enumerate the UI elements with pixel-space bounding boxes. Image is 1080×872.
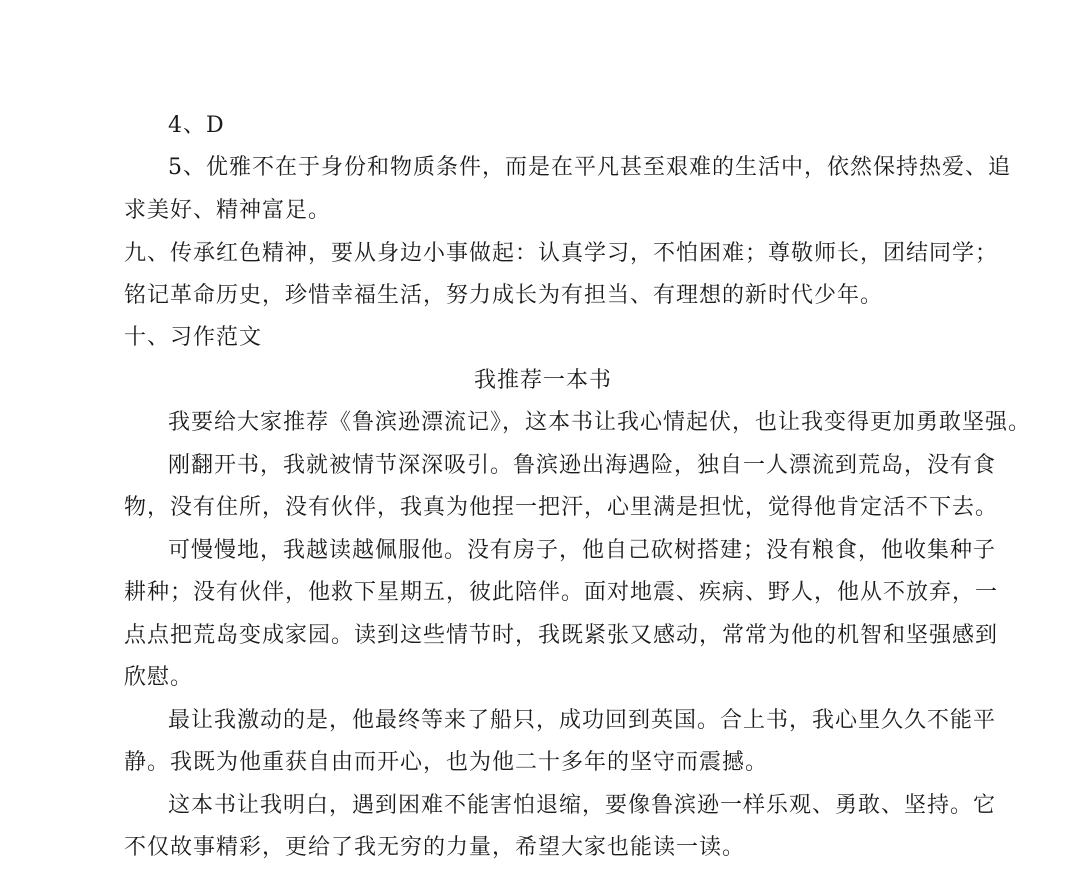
essay-paragraph-4-line-1: 最让我激动的是，他最终等来了船只，成功回到英国。合上书，我心里久久不能平 [168,708,997,733]
answer-5-line-1: 5、优雅不在于身份和物质条件，而是在平凡甚至艰难的生活中，依然保持热爱、追 [168,155,1011,180]
answer-4: 4、D [168,113,225,138]
essay-title: 我推荐一本书 [474,368,613,393]
essay-paragraph-3-line-4: 欣慰。 [124,665,194,690]
essay-paragraph-2-line-1: 刚翻开书，我就被情节深深吸引。鲁滨逊出海遇险，独自一人漂流到荒岛，没有食 [168,453,997,478]
essay-paragraph-2-line-2: 物，没有住所，没有伙伴，我真为他捏一把汗，心里满是担忧，觉得他肯定活不下去。 [124,495,999,520]
essay-paragraph-3-line-2: 耕种；没有伙伴，他救下星期五，彼此陪伴。面对地震、疾病、野人，他从不放弃，一 [124,580,999,605]
answer-5-line-2: 求美好、精神富足。 [124,198,332,223]
answer-nine-line-1: 九、传承红色精神，要从身边小事做起：认真学习，不怕困难；尊敬师长，团结同学； [124,241,999,266]
essay-paragraph-5-line-2: 不仅故事精彩，更给了我无穷的力量，希望大家也能读一读。 [124,835,746,860]
essay-paragraph-3-line-3: 点点把荒岛变成家园。读到这些情节时，我既紧张又感动，常常为他的机智和坚强感到 [124,623,999,648]
essay-paragraph-1: 我要给大家推荐《鲁滨逊漂流记》，这本书让我心情起伏，也让我变得更加勇敢坚强。 [168,410,1032,435]
essay-paragraph-5-line-1: 这本书让我明白，遇到困难不能害怕退缩，要像鲁滨逊一样乐观、勇敢、坚持。它 [168,793,997,818]
essay-paragraph-3-line-1: 可慢慢地，我越读越佩服他。没有房子，他自己砍树搭建；没有粮食，他收集种子 [168,538,997,563]
section-ten-heading: 十、习作范文 [124,325,263,350]
answer-nine-line-2: 铭记革命历史，珍惜幸福生活，努力成长为有担当、有理想的新时代少年。 [124,283,884,308]
essay-paragraph-4-line-2: 静。我既为他重获自由而开心，也为他二十多年的坚守而震撼。 [124,750,769,775]
